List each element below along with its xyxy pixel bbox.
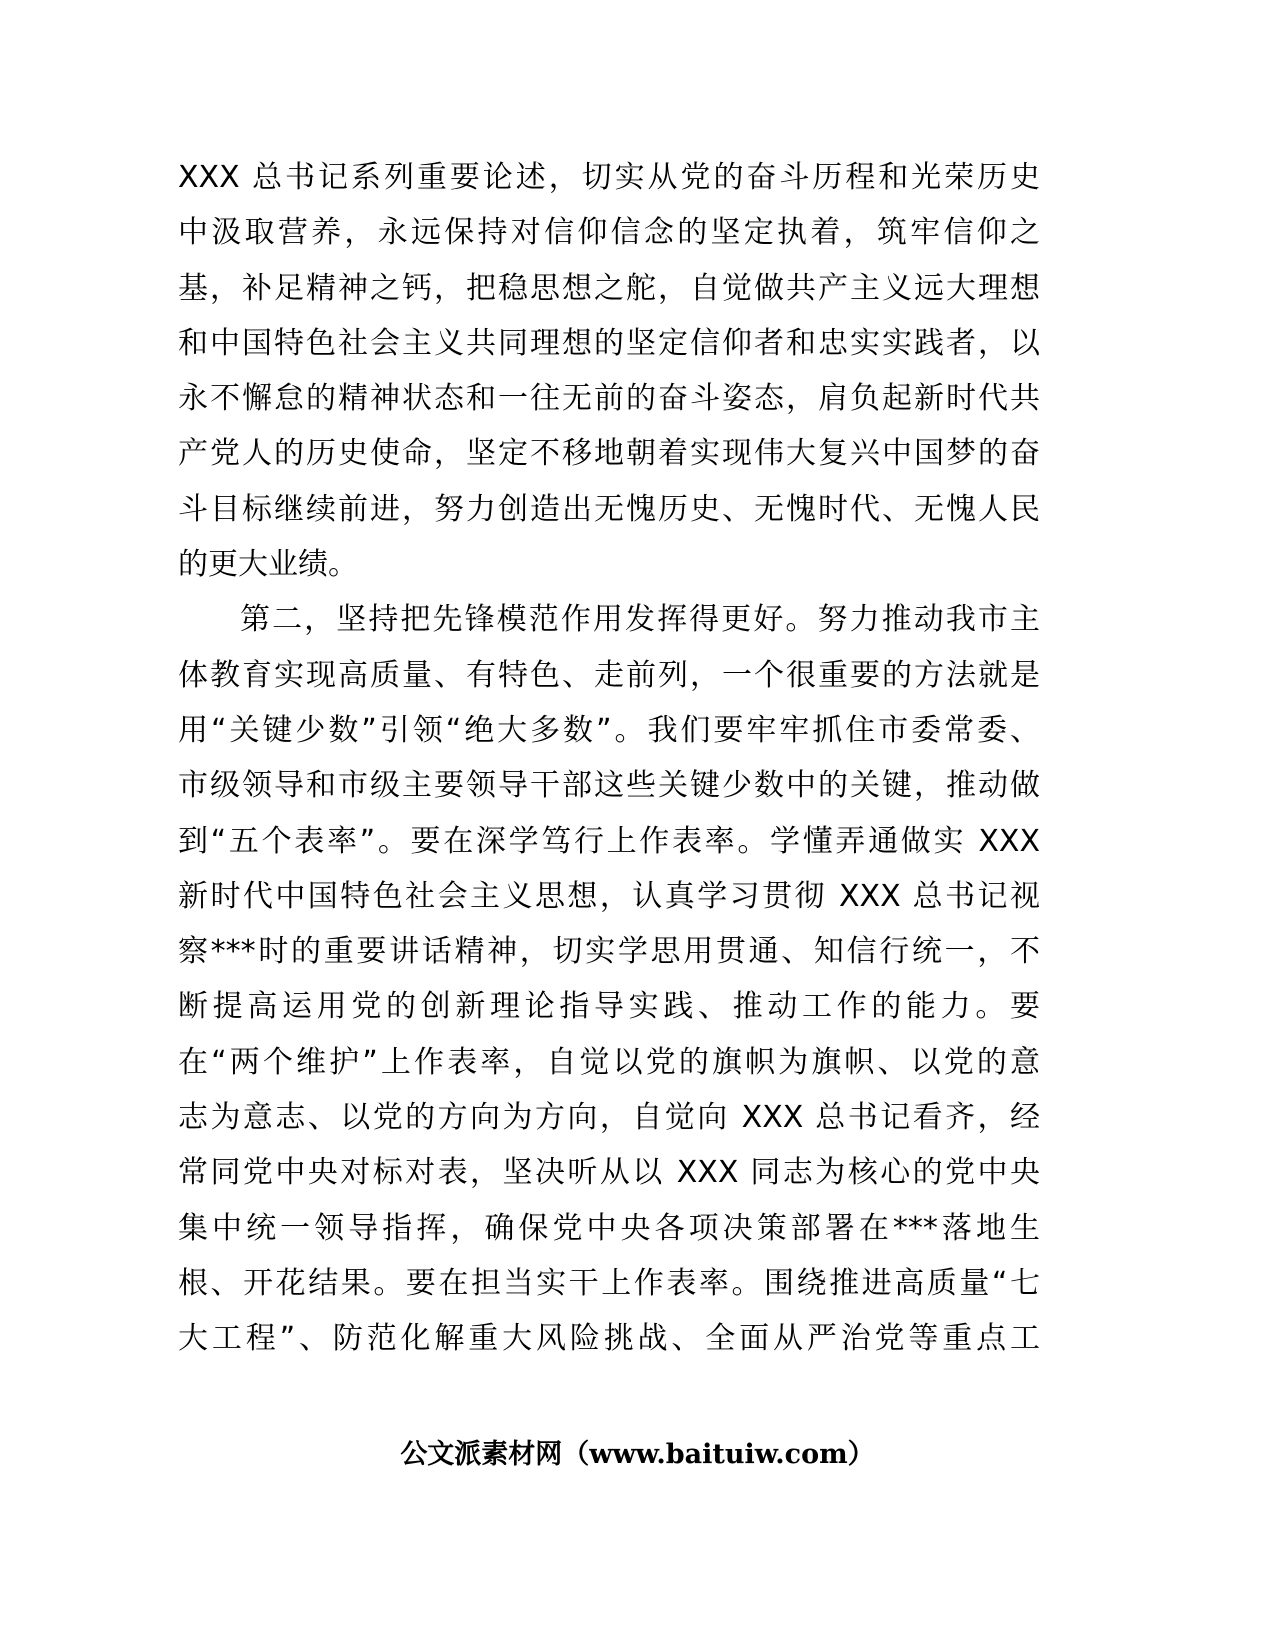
text-line: 新时代中国特色社会主义思想，认真学习贯彻 XXX 总书记视 <box>178 878 1040 914</box>
text-line: 志为意志、以党的方向为方向，自觉向 XXX 总书记看齐，经 <box>178 1100 1040 1136</box>
text-line: 永不懈怠的精神状态和一往无前的奋斗姿态，肩负起新时代共 <box>178 381 1040 417</box>
text-line: 体教育实现高质量、有特色、走前列，一个很重要的方法就是 <box>178 657 1040 693</box>
text-line: 在“两个维护”上作表率，自觉以党的旗帜为旗帜、以党的意 <box>178 1044 1040 1080</box>
paragraph-1 <box>178 150 1040 592</box>
text-line: 市级领导和市级主要领导干部这些关键少数中的关键，推动做 <box>178 768 1040 804</box>
text-line: 基，补足精神之钙，把稳思想之舵，自觉做共产主义远大理想 <box>178 270 1040 306</box>
text-line: 断提高运用党的创新理论指导实践、推动工作的能力。要 <box>178 989 1040 1025</box>
text-line: XXX 总书记系列重要论述，切实从党的奋斗历程和光荣历史 <box>178 160 1040 195</box>
text-line: 根、开花结果。要在担当实干上作表率。围绕推进高质量“七 <box>178 1265 1040 1301</box>
text-line: 和中国特色社会主义共同理想的坚定信仰者和忠实实践者，以 <box>178 325 1040 361</box>
text-line: 常同党中央对标对表，坚决听从以 XXX 同志为核心的党中央 <box>178 1155 1040 1191</box>
text-line: 的更大业绩。 <box>178 547 358 583</box>
text-line: 集中统一领导指挥，确保党中央各项决策部署在***落地生 <box>178 1210 1040 1246</box>
text-line: 大工程”、防范化解重大风险挑战、全面从严治党等重点工 <box>178 1321 1040 1357</box>
text-line: 产党人的历史使命，坚定不移地朝着实现伟大复兴中国梦的奋 <box>178 436 1040 472</box>
text-line: 察***时的重要讲话精神，切实学思用贯通、知信行统一，不 <box>178 934 1040 970</box>
paragraph-2 <box>178 592 1040 1366</box>
text-line: 到“五个表率”。要在深学笃行上作表率。学懂弄通做实 XXX <box>178 823 1040 859</box>
page-footer: 公文派素材网（www.baituiw.com） <box>400 1439 875 1470</box>
document-body <box>178 150 1040 1367</box>
text-line: 斗目标继续前进，努力创造出无愧历史、无愧时代、无愧人民 <box>178 491 1040 527</box>
text-line: 用“关键少数”引领“绝大多数”。我们要牢牢抓住市委常委、 <box>178 712 1040 748</box>
text-line: 第二，坚持把先锋模范作用发挥得更好。努力推动我市主 <box>240 602 1040 638</box>
text-line: 中汲取营养，永远保持对信仰信念的坚定执着，筑牢信仰之 <box>178 215 1040 251</box>
